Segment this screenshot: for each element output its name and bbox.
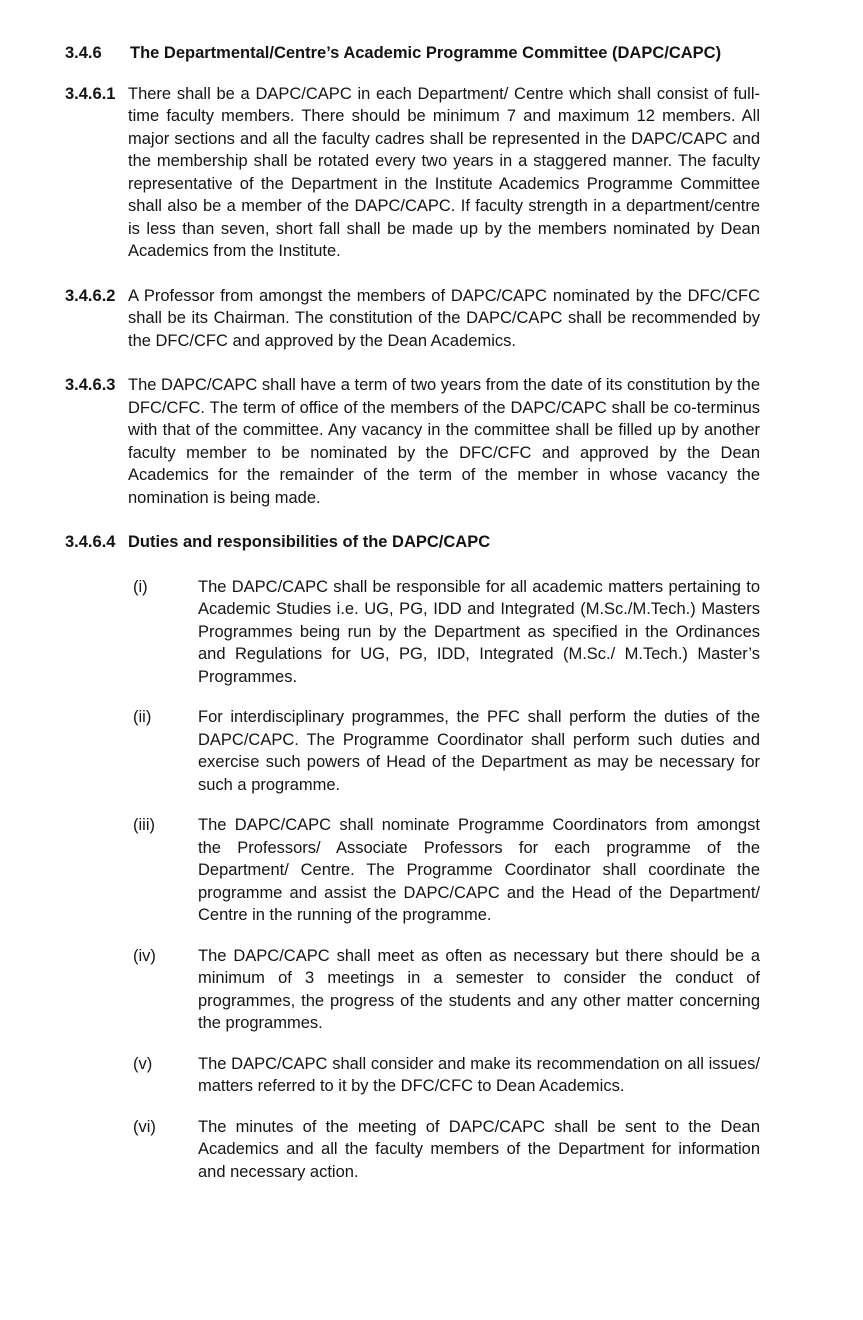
duty-item-iii bbox=[133, 814, 760, 927]
duty-label: (i) bbox=[133, 577, 148, 596]
duty-item-i bbox=[133, 576, 760, 689]
section-number: 3.4.6 bbox=[65, 44, 102, 62]
section-title: The Departmental/Centre’s Academic Programme Committee (DAPC/CAPC) bbox=[130, 44, 722, 62]
clause-number: 3.4.6.4 bbox=[65, 533, 116, 551]
duties-list bbox=[65, 576, 760, 1184]
duty-item-ii bbox=[133, 706, 760, 796]
clause-text: A Professor from amongst the members of DAPC/CAPC nominated by the DFC/CFC shall be its Chairman. The constitution of the DAPC/CAPC shall be recommended by the DFC/CFC and approved by the Dean Academics. bbox=[128, 286, 760, 350]
duty-label: (iv) bbox=[133, 946, 156, 965]
duty-label: (ii) bbox=[133, 708, 152, 726]
clause-text: There shall be a DAPC/CAPC in each Department/ Centre which shall consist of full-time faculty members. There should be minimum 7 and maximum 12 members. All major sections and all the faculty cadres shall be represented in the DAPC/CAPC and the membership shall be rotated every two years in a staggered manner. The faculty representative of the Department in the Institute Academics Programme Committee shall also be a member of the DAPC/CAPC. If faculty strength in a department/centre is less than seven, short fall shall be made up by the members nominated by Dean Academics from the Institute. bbox=[128, 84, 760, 260]
clause-3-4-6-1 bbox=[65, 83, 760, 263]
subsection-heading: Duties and responsibilities of the DAPC/CAPC bbox=[128, 533, 491, 551]
duty-text: The minutes of the meeting of DAPC/CAPC shall be sent to the Dean Academics and all the faculty members of the Department for information and necessary action. bbox=[198, 1117, 760, 1181]
duty-item-v bbox=[133, 1053, 760, 1098]
duty-text: The DAPC/CAPC shall meet as often as necessary but there should be a minimum of 3 meetings in a semester to consider the conduct of programmes, the progress of the students and any other matter concerning the programmes. bbox=[198, 946, 760, 1032]
duty-text: For interdisciplinary programmes, the PFC shall perform the duties of the DAPC/CAPC. The Programme Coordinator shall perform such duties and exercise such powers of Head of the Department as may be necessary for such a programme. bbox=[198, 708, 760, 794]
clause-number: 3.4.6.3 bbox=[65, 376, 116, 394]
clause-text: The DAPC/CAPC shall have a term of two years from the date of its constitution by the DFC/CFC. The term of office of the members of the DAPC/CAPC shall be co-terminus with that of the committee. Any vacancy in the committee shall be filled up by another faculty member to be nominated by the DFC/CFC and approved by the Dean Academics for the remainder of the term of the member in whose vacancy the nomination is being made. bbox=[128, 376, 760, 507]
duty-text: The DAPC/CAPC shall be responsible for all academic matters pertaining to Academic Studies i.e. UG, PG, IDD and Integrated (M.Sc./M.Tech.) Masters Programmes being run by the Department as specified in the Ordinances and Regulations for UG, PG, IDD, Integrated (M.Sc./ M.Tech.) Master’s Programmes. bbox=[198, 577, 760, 686]
clause-3-4-6-4-heading bbox=[65, 531, 760, 554]
section-heading bbox=[65, 42, 760, 65]
duty-text: The DAPC/CAPC shall consider and make its recommendation on all issues/ matters referred to it by the DFC/CFC to Dean Academics. bbox=[198, 1054, 760, 1095]
duty-label: (vi) bbox=[133, 1117, 156, 1136]
clause-number: 3.4.6.2 bbox=[65, 286, 116, 305]
clause-3-4-6-2 bbox=[65, 285, 760, 353]
duty-label: (v) bbox=[133, 1054, 153, 1073]
duty-label: (iii) bbox=[133, 816, 155, 834]
clause-number: 3.4.6.1 bbox=[65, 84, 116, 103]
clause-3-4-6-3 bbox=[65, 374, 760, 509]
duty-item-vi bbox=[133, 1116, 760, 1184]
duty-text: The DAPC/CAPC shall nominate Programme Coordinators from amongst the Professors/ Associate Professors for each programme of the Department/ Centre. The Programme Coordinator shall coordinate the programme and assist the DAPC/CAPC and the Head of the Department/ Centre in the running of the programme. bbox=[198, 816, 760, 924]
duty-item-iv bbox=[133, 945, 760, 1035]
